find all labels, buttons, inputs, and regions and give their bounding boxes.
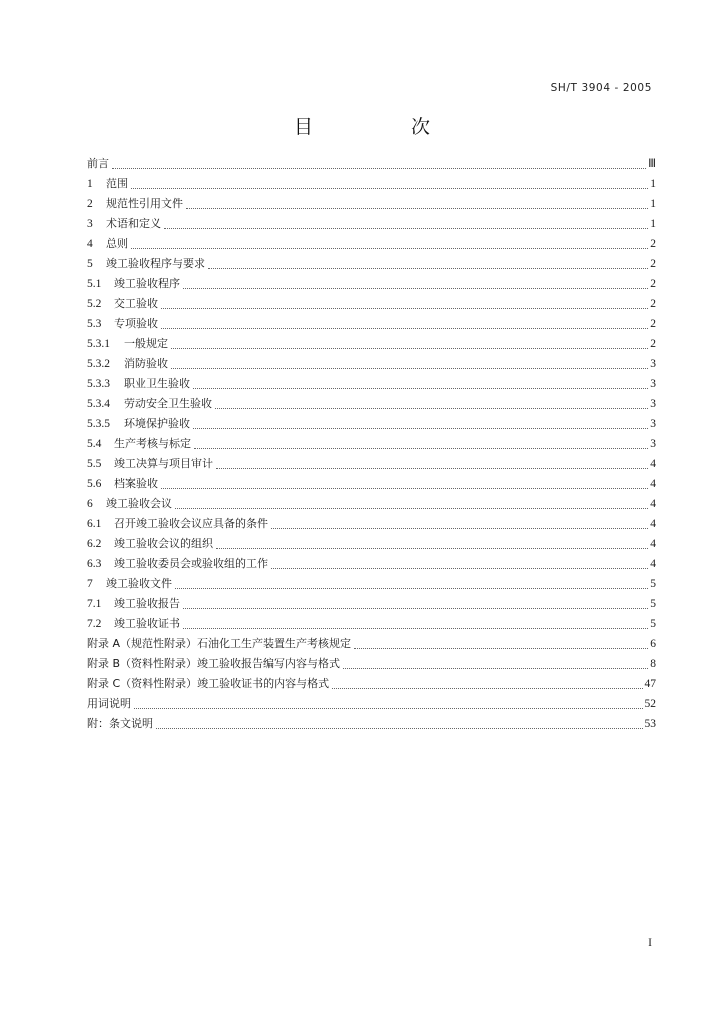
toc-entry-page: 2 <box>650 298 656 310</box>
toc-entry-title: 一般规定 <box>124 337 168 350</box>
toc-entry-title: 附：条文说明 <box>87 717 153 730</box>
toc-entry-number: 5.4 <box>87 438 102 450</box>
toc-entry[interactable] <box>87 474 656 494</box>
dot-leader <box>161 488 648 489</box>
toc-entry[interactable] <box>87 274 656 294</box>
toc-entry-page: 3 <box>650 438 656 450</box>
dot-leader <box>131 248 648 249</box>
toc-entry-title: 召开竣工验收会议应具备的条件 <box>114 517 268 530</box>
dot-leader <box>215 408 648 409</box>
toc-entry-title: 档案验收 <box>114 477 158 490</box>
toc-entry[interactable] <box>87 194 656 214</box>
dot-leader <box>175 508 648 509</box>
toc-entry-page: 5 <box>650 578 656 590</box>
toc-entry-number: 7.1 <box>87 598 102 610</box>
dot-leader <box>354 648 648 649</box>
toc-entry-number: 5.2 <box>87 298 102 310</box>
toc-entry-page: 53 <box>644 718 656 730</box>
toc-entry-title: 劳动安全卫生验收 <box>124 397 212 410</box>
toc-entry-number: 1 <box>87 178 93 190</box>
toc-entry-title: 竣工验收文件 <box>106 577 172 590</box>
dot-leader <box>171 348 648 349</box>
toc-entry-number: 5.5 <box>87 458 102 470</box>
title-char-2: 次 <box>411 116 431 138</box>
toc-entry-title: 竣工验收程序与要求 <box>106 257 205 270</box>
toc-entry-title: 附录 A（规范性附录）石油化工生产装置生产考核规定 <box>87 637 352 650</box>
toc-entry[interactable] <box>87 374 656 394</box>
toc-entry-page: 4 <box>650 498 656 510</box>
dot-leader <box>332 688 642 689</box>
toc-entry-title: 消防验收 <box>124 357 168 370</box>
dot-leader <box>208 268 648 269</box>
toc-entry-page: 6 <box>650 638 656 650</box>
toc-entry[interactable] <box>87 714 656 734</box>
toc-entry[interactable] <box>87 554 656 574</box>
toc-entry-page: 3 <box>650 358 656 370</box>
toc-entry-page: 2 <box>650 278 656 290</box>
dot-leader <box>171 368 648 369</box>
toc-entry[interactable] <box>87 494 656 514</box>
toc-entry[interactable] <box>87 334 656 354</box>
toc-entry-title: 交工验收 <box>114 297 158 310</box>
dot-leader <box>183 628 648 629</box>
toc-entry-page: 3 <box>650 398 656 410</box>
toc-entry-title: 专项验收 <box>114 317 158 330</box>
title-char-1: 目 <box>293 116 313 138</box>
toc-entry-page: 4 <box>650 538 656 550</box>
toc-entry[interactable] <box>87 614 656 634</box>
toc-entry-number: 6.1 <box>87 518 102 530</box>
toc-entry[interactable] <box>87 534 656 554</box>
toc-entry-title: 前言 <box>87 157 109 170</box>
toc-entry[interactable] <box>87 414 656 434</box>
dot-leader <box>183 288 648 289</box>
toc-entry[interactable] <box>87 574 656 594</box>
toc-entry-number: 5.3.4 <box>87 398 110 410</box>
toc-entry-number: 7 <box>87 578 93 590</box>
toc-entry[interactable] <box>87 214 656 234</box>
toc-entry[interactable] <box>87 514 656 534</box>
dot-leader <box>271 528 648 529</box>
toc-entry-page: 3 <box>650 378 656 390</box>
toc-entry-page: 1 <box>650 178 656 190</box>
dot-leader <box>186 208 648 209</box>
table-of-contents <box>87 154 656 734</box>
dot-leader <box>194 448 648 449</box>
toc-entry-title: 竣工验收委员会或验收组的工作 <box>114 557 268 570</box>
toc-entry[interactable] <box>87 154 656 174</box>
dot-leader <box>216 548 648 549</box>
toc-entry-number: 3 <box>87 218 93 230</box>
toc-entry-number: 2 <box>87 198 93 210</box>
dot-leader <box>112 168 646 169</box>
toc-entry-page: 8 <box>650 658 656 670</box>
dot-leader <box>161 308 648 309</box>
toc-entry-number: 5.3.2 <box>87 358 110 370</box>
page-title <box>0 112 724 139</box>
toc-entry-page: 1 <box>650 198 656 210</box>
toc-entry-number: 6.3 <box>87 558 102 570</box>
dot-leader <box>175 588 648 589</box>
toc-entry[interactable] <box>87 634 656 654</box>
toc-entry[interactable] <box>87 234 656 254</box>
toc-entry[interactable] <box>87 314 656 334</box>
toc-entry[interactable] <box>87 594 656 614</box>
toc-entry-title: 竣工决算与项目审计 <box>114 457 213 470</box>
toc-entry-title: 职业卫生验收 <box>124 377 190 390</box>
toc-entry[interactable] <box>87 654 656 674</box>
toc-entry-page: 2 <box>650 318 656 330</box>
toc-entry-number: 5.3 <box>87 318 102 330</box>
dot-leader <box>183 608 648 609</box>
toc-entry-number: 5.1 <box>87 278 102 290</box>
toc-entry-page: 52 <box>644 698 656 710</box>
toc-entry-number: 5.3.3 <box>87 378 110 390</box>
toc-entry-title: 附录 C（资料性附录）竣工验收证书的内容与格式 <box>87 677 330 690</box>
toc-entry-title: 用词说明 <box>87 697 131 710</box>
toc-entry[interactable] <box>87 674 656 694</box>
toc-entry-number: 4 <box>87 238 93 250</box>
dot-leader <box>343 668 648 669</box>
toc-entry[interactable] <box>87 454 656 474</box>
toc-entry-title: 规范性引用文件 <box>106 197 183 210</box>
toc-entry-number: 6.2 <box>87 538 102 550</box>
toc-entry[interactable] <box>87 354 656 374</box>
toc-entry[interactable] <box>87 394 656 414</box>
dot-leader <box>131 188 648 189</box>
dot-leader <box>164 228 648 229</box>
dot-leader <box>134 708 643 709</box>
toc-entry-title: 竣工验收报告 <box>114 597 180 610</box>
toc-entry-title: 生产考核与标定 <box>114 437 191 450</box>
toc-entry[interactable] <box>87 294 656 314</box>
toc-entry[interactable] <box>87 174 656 194</box>
dot-leader <box>156 728 643 729</box>
dot-leader <box>193 428 648 429</box>
toc-entry-number: 5.3.1 <box>87 338 110 350</box>
toc-entry-number: 7.2 <box>87 618 102 630</box>
toc-entry-page: 3 <box>650 418 656 430</box>
dot-leader <box>193 388 648 389</box>
toc-entry-title: 竣工验收会议 <box>106 497 172 510</box>
toc-entry-page: 1 <box>650 218 656 230</box>
toc-entry-page: 4 <box>650 558 656 570</box>
toc-entry-number: 5.6 <box>87 478 102 490</box>
toc-entry-page: 2 <box>650 258 656 270</box>
toc-entry-title: 竣工验收会议的组织 <box>114 537 213 550</box>
toc-entry-page: 2 <box>650 238 656 250</box>
toc-entry-page: 4 <box>650 458 656 470</box>
toc-entry-page: 5 <box>650 618 656 630</box>
toc-entry[interactable] <box>87 694 656 714</box>
standard-code: SH/T 3904 - 2005 <box>550 82 652 94</box>
dot-leader <box>216 468 648 469</box>
toc-entry-number: 6 <box>87 498 93 510</box>
toc-entry-title: 附录 B（资料性附录）竣工验收报告编写内容与格式 <box>87 657 341 670</box>
toc-entry-number: 5.3.5 <box>87 418 110 430</box>
toc-entry-title: 术语和定义 <box>106 217 161 230</box>
toc-entry-page: 4 <box>650 518 656 530</box>
toc-entry-title: 竣工验收证书 <box>114 617 180 630</box>
toc-entry[interactable] <box>87 434 656 454</box>
toc-entry-number: 5 <box>87 258 93 270</box>
page-number: I <box>648 937 652 949</box>
toc-entry-page: 2 <box>650 338 656 350</box>
toc-entry-page: 47 <box>644 678 656 690</box>
toc-entry-page: 5 <box>650 598 656 610</box>
toc-entry-page: Ⅲ <box>648 158 656 170</box>
toc-entry-title: 范围 <box>106 177 128 190</box>
toc-entry-title: 总则 <box>106 237 128 250</box>
dot-leader <box>161 328 648 329</box>
toc-entry[interactable] <box>87 254 656 274</box>
toc-entry-title: 环境保护验收 <box>124 417 190 430</box>
toc-entry-page: 4 <box>650 478 656 490</box>
dot-leader <box>271 568 648 569</box>
toc-entry-title: 竣工验收程序 <box>114 277 180 290</box>
